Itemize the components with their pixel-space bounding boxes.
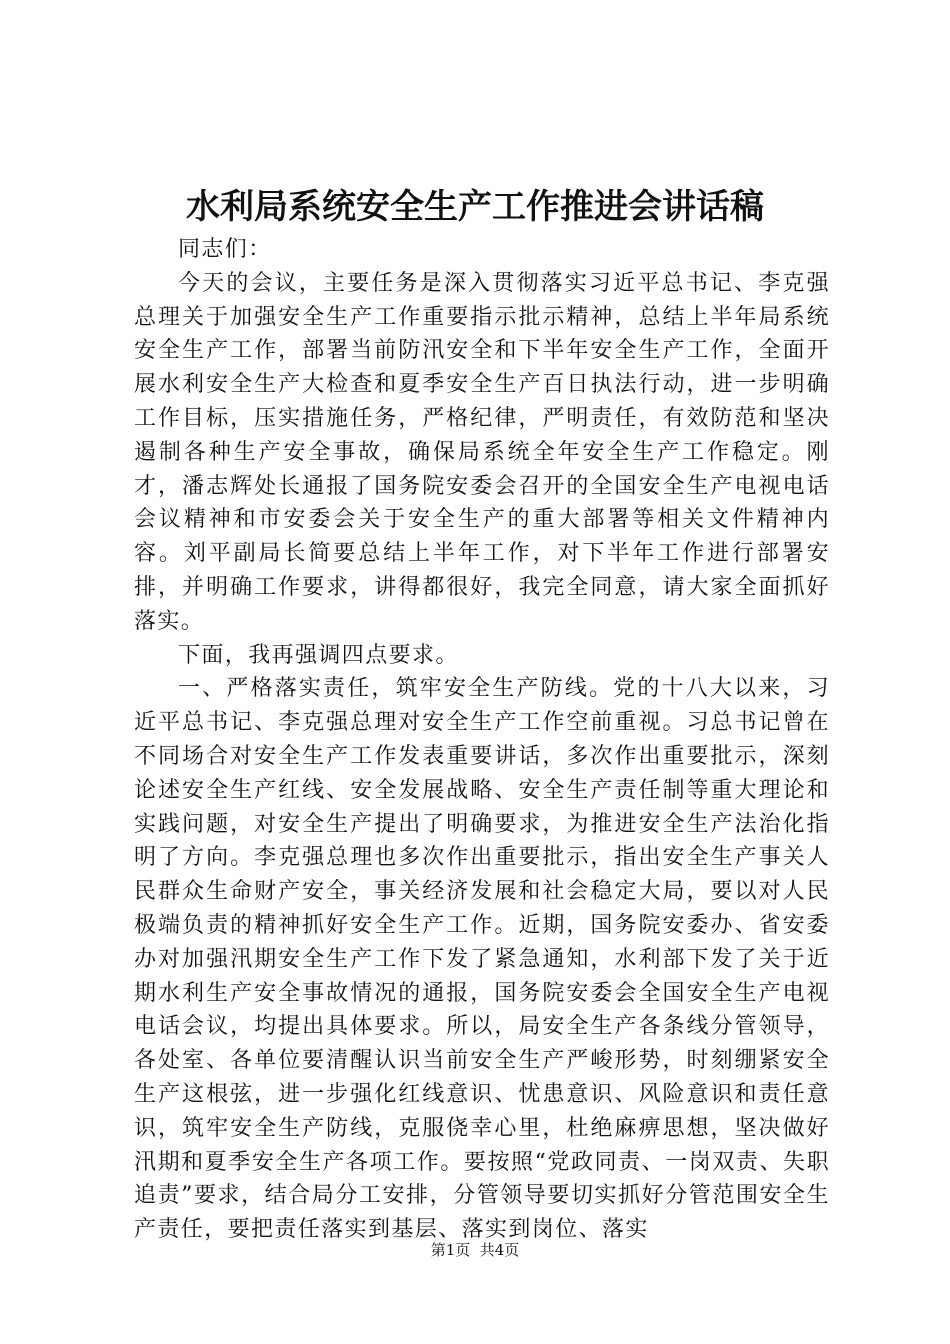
page-number-label: 第1页 共4页 bbox=[430, 1241, 520, 1259]
greeting-paragraph: 同志们： bbox=[178, 237, 272, 262]
document-body bbox=[134, 233, 830, 1247]
transition-paragraph: 下面，我再强调四点要求。 bbox=[178, 642, 459, 668]
page-footer bbox=[0, 1240, 950, 1260]
intro-paragraph: 今天的会议，主要任务是深入贯彻落实习近平总书记、李克强总理关于加强安全生产工作重要指示批示精神，总结上半年局系统安全生产工作，部署当前防汛安全和下半年安全生产工作，全面开展水利安全生产大检查和夏季安全生产百日执法行动，进一步明确工作目标，压实措施任务，严格纪律，严明责任，有效防范和坚决遏制各种生产安全事故，确保局系统全年安全生产工作稳定。刚才，潘志辉处长通报了国务院安委会召开的全国安全生产电视电话会议精神和市安委会关于安全生产的重大部署等相关文件精神内容。刘平副局长简要总结上半年工作，对下半年工作进行部署安排，并明确工作要求，讲得都很好，我完全同意，请大家全面抓好落实。 bbox=[134, 270, 830, 634]
document-title: 水利局系统安全生产工作推进会讲话稿 bbox=[186, 187, 764, 227]
section-one-paragraph: 一、严格落实责任，筑牢安全生产防线。党的十八大以来，习近平总书记、李克强总理对安全生产工作空前重视。习总书记曾在不同场合对安全生产工作发表重要讲话，多次作出重要批示，深刻论述安全生产红线、安全发展战略、安全生产责任制等重大理论和实践问题，对安全生产提出了明确要求，为推进安全生产法治化指明了方向。李克强总理也多次作出重要批示，指出安全生产事关人民群众生命财产安全，事关经济发展和社会稳定大局，要以对人民极端负责的精神抓好安全生产工作。近期，国务院安委办、省安委办对加强汛期安全生产工作下发了紧急通知，水利部下发了关于近期水利生产安全事故情况的通报，国务院安委会全国安全生产电视电话会议，均提出具体要求。所以，局安全生产各条线分管领导，各处室、各单位要清醒认识当前安全生产严峻形势，时刻绷紧安全生产这根弦，进一步强化红线意识、忧患意识、风险意识和责任意识，筑牢安全生产防线，克服侥幸心里，杜绝麻痹思想，坚决做好汛期和夏季安全生产各项工作。要按照“党政同责、一岗双责、失职追责”要求，结合局分工安排，分管领导要切实抓好分管范围安全生产责任，要把责任落实到基层、落实到岗位、落实 bbox=[134, 676, 830, 1243]
